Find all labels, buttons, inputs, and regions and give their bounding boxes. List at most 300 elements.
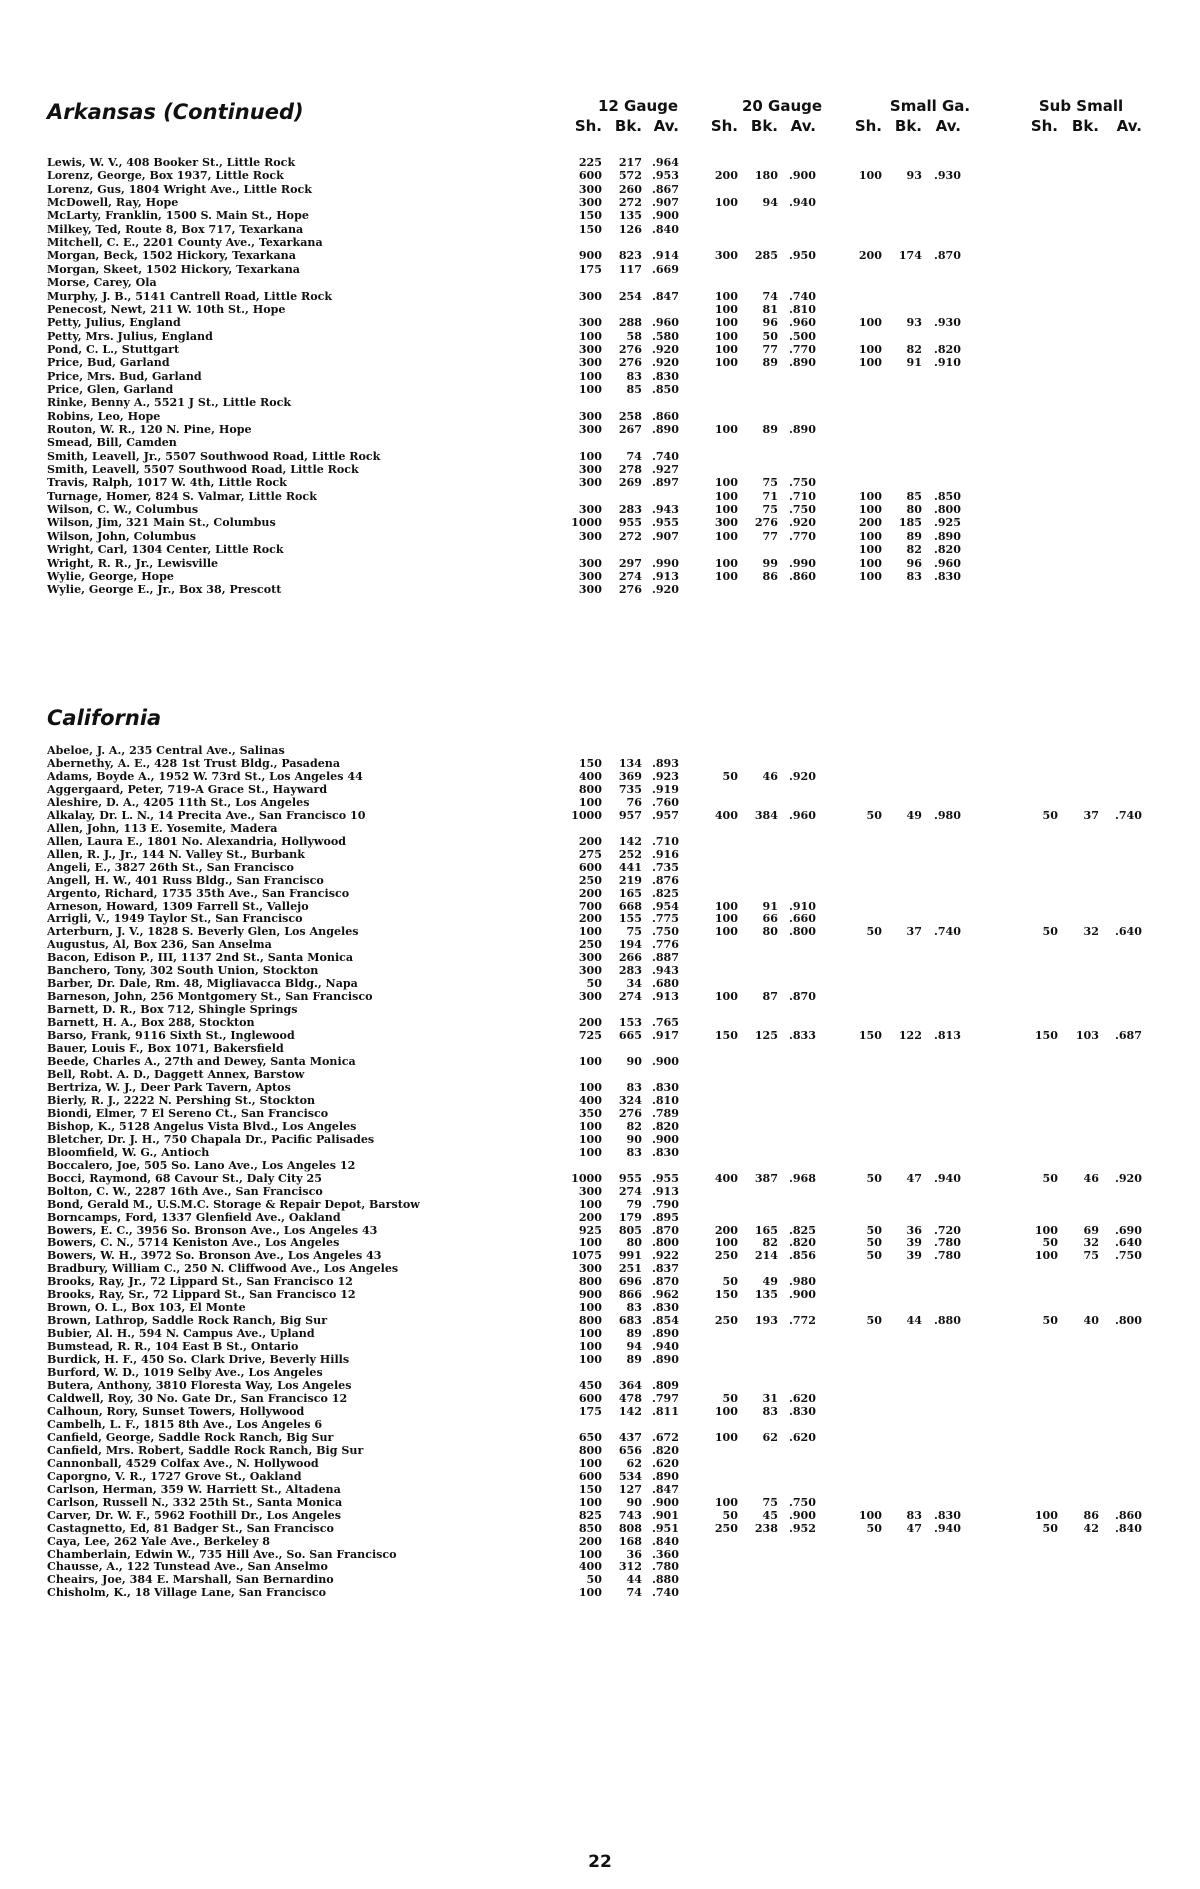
cell-20-gauge-sh: 100 [714, 302, 738, 316]
cell-12-gauge-sh: 100 [578, 1055, 602, 1069]
cell-20-gauge-av: .810 [788, 302, 816, 316]
cell-20-gauge-bk: 193 [754, 1314, 778, 1328]
cell-20-gauge-av: .960 [788, 808, 816, 822]
cell-12-gauge-sh: 300 [578, 476, 602, 490]
cell-small-gauge-av: .830 [933, 1508, 961, 1522]
cell-sub-small-av: .920 [1114, 1171, 1142, 1185]
table-row [0, 477, 1200, 490]
table-row [0, 1445, 1200, 1458]
cell-12-gauge-bk: 75 [626, 925, 642, 939]
cell-12-gauge-av: .797 [651, 1392, 679, 1405]
table-row [0, 224, 1200, 237]
table-row [0, 823, 1200, 836]
cell-12-gauge-bk: 85 [626, 382, 642, 396]
subhead-12-gauge-bk: Bk. [614, 117, 642, 135]
cell-12-gauge-sh: 150 [578, 222, 602, 236]
cell-12-gauge-bk: 297 [618, 556, 642, 570]
cell-12-gauge-bk: 83 [626, 1301, 642, 1315]
cell-12-gauge-av: .820 [651, 1119, 679, 1133]
shooter-name-address: Bell, Robt. A. D., Daggett Annex, Barstow [47, 1069, 305, 1081]
table-row [0, 1082, 1200, 1095]
cell-12-gauge-sh: 800 [578, 1314, 602, 1328]
cell-sub-small-av: .860 [1114, 1508, 1142, 1522]
cell-20-gauge-av: .820 [788, 1236, 816, 1250]
cell-12-gauge-sh: 250 [578, 873, 602, 887]
cell-12-gauge-av: .940 [651, 1340, 679, 1354]
cell-12-gauge-bk: 272 [618, 196, 642, 210]
cell-20-gauge-bk: 238 [754, 1521, 778, 1535]
cell-sub-small-sh: 50 [1042, 925, 1058, 939]
shooter-name-address: Wylie, George E., Jr., Box 38, Prescott [47, 584, 282, 597]
shooter-name-address: Caldwell, Roy, 30 No. Gate Dr., San Francisco 12 [47, 1393, 348, 1405]
cell-12-gauge-sh: 650 [578, 1430, 602, 1444]
cell-12-gauge-sh: 100 [578, 925, 602, 939]
cell-12-gauge-av: .917 [651, 1029, 679, 1043]
table-row [0, 1354, 1200, 1367]
shooter-name-address: Wilson, Jim, 321 Main St., Columbus [47, 517, 276, 530]
cell-small-gauge-bk: 39 [906, 1236, 922, 1250]
cell-12-gauge-bk: 534 [618, 1469, 642, 1483]
cell-12-gauge-sh: 175 [578, 1404, 602, 1418]
shooter-name-address: Borncamps, Ford, 1337 Glenfield Ave., Oakland [47, 1211, 341, 1224]
cell-12-gauge-av: .750 [651, 925, 679, 939]
cell-small-gauge-bk: 39 [906, 1249, 922, 1263]
cell-12-gauge-sh: 825 [578, 1508, 602, 1522]
cell-small-gauge-sh: 100 [858, 489, 882, 503]
table-row [0, 1173, 1200, 1186]
cell-20-gauge-bk: 135 [754, 1288, 778, 1302]
cell-12-gauge-sh: 450 [578, 1379, 602, 1393]
cell-small-gauge-av: .880 [933, 1314, 961, 1328]
shooter-name-address: Pond, C. L., Stuttgart [47, 343, 180, 356]
shooter-name-address: Lorenz, Gus, 1804 Wright Ave., Little Rock [47, 183, 312, 196]
cell-small-gauge-sh: 100 [858, 342, 882, 356]
cell-12-gauge-bk: 179 [618, 1210, 642, 1224]
cell-20-gauge-sh: 100 [714, 342, 738, 356]
cell-12-gauge-bk: 665 [618, 1029, 642, 1043]
cell-20-gauge-bk: 285 [754, 249, 778, 263]
cell-12-gauge-sh: 1000 [571, 1171, 602, 1185]
cell-12-gauge-av: .740 [651, 449, 679, 463]
table-row [0, 1263, 1200, 1276]
cell-sub-small-sh: 100 [1034, 1249, 1058, 1263]
cell-small-gauge-sh: 50 [866, 1521, 882, 1535]
cell-12-gauge-av: .913 [651, 1184, 679, 1198]
cell-12-gauge-av: .860 [651, 409, 679, 423]
shooter-name-address: Morgan, Beck, 1502 Hickory, Texarkana [47, 250, 296, 263]
cell-12-gauge-sh: 300 [578, 289, 602, 303]
cell-12-gauge-av: .620 [651, 1456, 679, 1470]
shooter-name-address: Turnage, Homer, 824 S. Valmar, Little Rock [47, 490, 317, 503]
table-row [0, 1419, 1200, 1432]
cell-20-gauge-sh: 100 [714, 1495, 738, 1509]
cell-small-gauge-av: .800 [933, 503, 961, 517]
cell-12-gauge-bk: 36 [626, 1547, 642, 1561]
cell-12-gauge-av: .870 [651, 1223, 679, 1237]
table-row [0, 1536, 1200, 1549]
shooter-name-address: Abeloe, J. A., 235 Central Ave., Salinas [47, 745, 285, 757]
section-heading-arkansas: Arkansas (Continued) [47, 100, 304, 124]
cell-12-gauge-sh: 100 [578, 1080, 602, 1094]
cell-small-gauge-sh: 100 [858, 316, 882, 330]
cell-12-gauge-sh: 200 [578, 1534, 602, 1548]
shooter-name-address: Caya, Lee, 262 Yale Ave., Berkeley 8 [47, 1535, 270, 1548]
cell-12-gauge-bk: 90 [626, 1055, 642, 1069]
shooter-name-address: Robins, Leo, Hope [47, 410, 161, 423]
cell-12-gauge-av: .830 [651, 1145, 679, 1159]
subhead-12-gauge-sh: Sh. [574, 117, 602, 135]
cell-12-gauge-av: .820 [651, 1443, 679, 1457]
table-row [0, 1212, 1200, 1225]
cell-12-gauge-bk: 278 [618, 463, 642, 477]
cell-20-gauge-av: .960 [788, 316, 816, 330]
shooter-name-address: Barnett, D. R., Box 712, Shingle Springs [47, 1004, 298, 1017]
cell-20-gauge-bk: 49 [762, 1275, 778, 1289]
table-row [0, 810, 1200, 823]
cell-12-gauge-bk: 252 [618, 847, 642, 861]
cell-12-gauge-sh: 600 [578, 860, 602, 874]
cell-20-gauge-sh: 400 [714, 1171, 738, 1185]
shooter-name-address: Brooks, Ray, Jr., 72 Lippard St., San Francisco 12 [47, 1276, 353, 1289]
cell-20-gauge-bk: 80 [762, 925, 778, 939]
cell-12-gauge-sh: 150 [578, 756, 602, 770]
cell-20-gauge-sh: 50 [722, 1275, 738, 1289]
cell-20-gauge-sh: 50 [722, 1392, 738, 1405]
table-row [0, 836, 1200, 849]
cell-12-gauge-sh: 100 [578, 1301, 602, 1315]
table-row [0, 424, 1200, 437]
table-row [0, 1108, 1200, 1121]
subhead-12-gauge-av: Av. [653, 117, 679, 135]
cell-12-gauge-bk: 94 [626, 1340, 642, 1354]
cell-20-gauge-bk: 46 [762, 769, 778, 783]
table-row [0, 1315, 1200, 1328]
cell-small-gauge-bk: 83 [906, 569, 922, 583]
cell-sub-small-sh: 50 [1042, 1171, 1058, 1185]
table-row [0, 1121, 1200, 1134]
table-row [0, 371, 1200, 384]
cell-20-gauge-av: .830 [788, 1404, 816, 1418]
cell-sub-small-sh: 50 [1042, 1521, 1058, 1535]
cell-sub-small-sh: 100 [1034, 1508, 1058, 1522]
cell-12-gauge-av: .800 [651, 1236, 679, 1250]
table-row [0, 1289, 1200, 1302]
cell-20-gauge-av: .750 [788, 476, 816, 490]
subhead-small-gauge-bk: Bk. [894, 117, 922, 135]
table-row [0, 978, 1200, 991]
table-row [0, 1160, 1200, 1173]
table-row [0, 1587, 1200, 1600]
cell-small-gauge-sh: 100 [858, 569, 882, 583]
table-row [0, 157, 1200, 170]
cell-sub-small-bk: 46 [1083, 1171, 1099, 1185]
cell-12-gauge-bk: 991 [618, 1249, 642, 1263]
cell-small-gauge-av: .820 [933, 543, 961, 557]
cell-20-gauge-sh: 100 [714, 1430, 738, 1444]
cell-20-gauge-sh: 100 [714, 925, 738, 939]
cell-20-gauge-bk: 125 [754, 1029, 778, 1043]
cell-20-gauge-av: .890 [788, 423, 816, 436]
table-row [0, 170, 1200, 183]
cell-12-gauge-sh: 300 [578, 463, 602, 477]
cell-12-gauge-av: .890 [651, 1469, 679, 1483]
shooter-name-address: Aggergaard, Peter, 719-A Grace St., Hayward [47, 783, 328, 796]
shooter-name-address: Wright, R. R., Jr., Lewisville [47, 557, 219, 570]
cell-20-gauge-sh: 250 [714, 1314, 738, 1328]
cell-12-gauge-av: .867 [651, 182, 679, 196]
cell-small-gauge-av: .780 [933, 1249, 961, 1263]
cell-12-gauge-av: .890 [651, 1327, 679, 1341]
cell-12-gauge-sh: 300 [578, 503, 602, 517]
cell-12-gauge-av: .760 [651, 795, 679, 809]
table-row [0, 1380, 1200, 1393]
cell-12-gauge-av: .854 [651, 1314, 679, 1328]
cell-12-gauge-av: .955 [651, 516, 679, 530]
cell-12-gauge-bk: 866 [618, 1288, 642, 1302]
cell-12-gauge-bk: 58 [626, 329, 642, 343]
shooter-name-address: Mitchell, C. E., 2201 County Ave., Texarkana [47, 237, 323, 250]
table-row [0, 1328, 1200, 1341]
cell-20-gauge-av: .833 [788, 1029, 816, 1043]
cell-12-gauge-av: .776 [651, 938, 679, 952]
cell-12-gauge-av: .916 [651, 847, 679, 861]
cell-12-gauge-sh: 200 [578, 912, 602, 926]
cell-20-gauge-bk: 62 [762, 1430, 778, 1444]
table-row [0, 331, 1200, 344]
cell-12-gauge-sh: 400 [578, 1560, 602, 1574]
cell-12-gauge-bk: 274 [618, 569, 642, 583]
cell-sub-small-sh: 50 [1042, 1236, 1058, 1250]
shooter-name-address: Cambelh, L. F., 1815 8th Ave., Los Angeles 6 [47, 1418, 323, 1431]
table-row [0, 1523, 1200, 1536]
shooter-name-address: Allen, R. J., Jr., 144 N. Valley St., Burbank [47, 848, 305, 861]
cell-12-gauge-sh: 200 [578, 886, 602, 900]
table-row [0, 1004, 1200, 1017]
cell-12-gauge-bk: 743 [618, 1508, 642, 1522]
cell-small-gauge-av: .780 [933, 1236, 961, 1250]
cell-12-gauge-sh: 150 [578, 1482, 602, 1496]
cell-12-gauge-sh: 175 [578, 262, 602, 276]
shooter-name-address: Bowers, W. H., 3972 So. Bronson Ave., Los Angeles 43 [47, 1250, 382, 1263]
cell-12-gauge-av: .990 [651, 556, 679, 570]
cell-20-gauge-av: .910 [788, 899, 816, 913]
shooter-name-address: Canfield, Mrs. Robert, Saddle Rock Ranch, Big Sur [47, 1444, 364, 1457]
cell-small-gauge-bk: 47 [906, 1171, 922, 1185]
cell-small-gauge-av: .740 [933, 925, 961, 939]
table-row [0, 1017, 1200, 1030]
cell-20-gauge-av: .750 [788, 503, 816, 517]
cell-20-gauge-bk: 165 [754, 1223, 778, 1237]
cell-20-gauge-bk: 75 [762, 476, 778, 490]
cell-sub-small-av: .740 [1114, 808, 1142, 822]
cell-sub-small-sh: 150 [1034, 1029, 1058, 1043]
table-row [0, 544, 1200, 557]
shooter-name-address: Rinke, Benny A., 5521 J St., Little Rock [47, 397, 292, 410]
cell-12-gauge-av: .830 [651, 1080, 679, 1094]
cell-12-gauge-av: .893 [651, 756, 679, 770]
cell-12-gauge-bk: 957 [618, 808, 642, 822]
cell-12-gauge-av: .900 [651, 1055, 679, 1069]
cell-20-gauge-av: .740 [788, 289, 816, 303]
table-row [0, 1367, 1200, 1380]
cell-12-gauge-sh: 1000 [571, 808, 602, 822]
shooter-name-address: Augustus, Al, Box 236, San Anselma [47, 939, 272, 952]
cell-20-gauge-av: .920 [788, 516, 816, 530]
shooter-name-address: Allen, Laura E., 1801 No. Alexandria, Hollywood [47, 835, 347, 848]
cell-12-gauge-bk: 34 [626, 977, 642, 991]
shooter-name-address: Boccalero, Joe, 505 So. Lano Ave., Los Angeles 12 [47, 1159, 356, 1172]
shooter-name-address: Petty, Julius, England [47, 317, 181, 330]
table-row [0, 784, 1200, 797]
shooter-name-address: Bauer, Louis F., Box 1071, Bakersfield [47, 1043, 284, 1056]
cell-12-gauge-sh: 1000 [571, 516, 602, 530]
cell-small-gauge-sh: 100 [858, 503, 882, 517]
table-row [0, 1302, 1200, 1315]
cell-12-gauge-bk: 219 [618, 873, 642, 887]
shooter-name-address: Price, Bud, Garland [47, 357, 170, 370]
cell-20-gauge-sh: 100 [714, 569, 738, 583]
cell-small-gauge-bk: 93 [906, 169, 922, 183]
shooter-name-address: McDowell, Ray, Hope [47, 197, 179, 210]
cell-small-gauge-av: .960 [933, 556, 961, 570]
cell-small-gauge-sh: 50 [866, 808, 882, 822]
cell-small-gauge-bk: 83 [906, 1508, 922, 1522]
cell-20-gauge-bk: 96 [762, 316, 778, 330]
cell-12-gauge-av: .830 [651, 369, 679, 383]
shooter-name-address: Argento, Richard, 1735 35th Ave., San Francisco [47, 887, 350, 900]
cell-20-gauge-bk: 74 [762, 289, 778, 303]
table-row [0, 1471, 1200, 1484]
cell-12-gauge-sh: 100 [578, 382, 602, 396]
cell-20-gauge-bk: 45 [762, 1508, 778, 1522]
cell-12-gauge-av: .809 [651, 1379, 679, 1393]
cell-12-gauge-bk: 478 [618, 1392, 642, 1405]
cell-12-gauge-sh: 300 [578, 569, 602, 583]
cell-12-gauge-sh: 300 [578, 409, 602, 423]
cell-12-gauge-av: .953 [651, 169, 679, 183]
cell-small-gauge-bk: 36 [906, 1223, 922, 1237]
table-row [0, 397, 1200, 410]
cell-12-gauge-bk: 127 [618, 1482, 642, 1496]
cell-12-gauge-bk: 656 [618, 1443, 642, 1457]
table-row [0, 584, 1200, 597]
cell-12-gauge-av: .900 [651, 1132, 679, 1146]
cell-12-gauge-bk: 155 [618, 912, 642, 926]
cell-20-gauge-bk: 89 [762, 423, 778, 436]
cell-20-gauge-bk: 75 [762, 1495, 778, 1509]
cell-12-gauge-av: .919 [651, 782, 679, 796]
cell-12-gauge-sh: 300 [578, 990, 602, 1004]
shooter-name-address: Abernethy, A. E., 428 1st Trust Bldg., Pasadena [47, 757, 341, 770]
cell-20-gauge-bk: 50 [762, 329, 778, 343]
cell-12-gauge-av: .789 [651, 1106, 679, 1120]
cell-12-gauge-sh: 250 [578, 938, 602, 952]
shooter-name-address: Cheairs, Joe, 384 E. Marshall, San Bernardino [47, 1574, 334, 1587]
cell-small-gauge-bk: 37 [906, 925, 922, 939]
shooter-name-address: Angell, H. W., 401 Russ Bldg., San Francisco [47, 874, 324, 887]
cell-20-gauge-sh: 100 [714, 912, 738, 926]
shooter-name-address: Travis, Ralph, 1017 W. 4th, Little Rock [47, 477, 287, 490]
cell-20-gauge-av: .980 [788, 1275, 816, 1289]
cell-20-gauge-sh: 200 [714, 1223, 738, 1237]
shooter-name-address: Barso, Frank, 9116 Sixth St., Inglewood [47, 1030, 295, 1043]
subhead-sub-small-av: Av. [1116, 117, 1142, 135]
cell-12-gauge-sh: 600 [578, 1469, 602, 1483]
shooter-name-address: Barber, Dr. Dale, Rm. 48, Migliavacca Bldg., Napa [47, 978, 358, 991]
cell-12-gauge-av: .955 [651, 1171, 679, 1185]
shooter-name-address: Milkey, Ted, Route 8, Box 717, Texarkana [47, 223, 304, 236]
cell-20-gauge-av: .900 [788, 169, 816, 183]
shooter-name-address: Bond, Gerald M., U.S.M.C. Storage & Repair Depot, Barstow [47, 1198, 420, 1211]
shooter-name-address: Bowers, E. C., 3956 So. Bronson Ave., Los Angeles 43 [47, 1224, 378, 1237]
shooter-name-address: Arneson, Howard, 1309 Farrell St., Vallejo [47, 900, 309, 913]
cell-small-gauge-sh: 100 [858, 556, 882, 570]
cell-small-gauge-av: .720 [933, 1223, 961, 1237]
table-row [0, 862, 1200, 875]
cell-20-gauge-av: .920 [788, 769, 816, 783]
cell-12-gauge-av: .920 [651, 583, 679, 597]
shooter-name-address: Price, Glen, Garland [47, 383, 174, 396]
table-row [0, 1030, 1200, 1043]
cell-20-gauge-sh: 100 [714, 1236, 738, 1250]
cell-12-gauge-sh: 600 [578, 1392, 602, 1405]
cell-12-gauge-bk: 269 [618, 476, 642, 490]
cell-12-gauge-av: .957 [651, 808, 679, 822]
cell-20-gauge-sh: 400 [714, 808, 738, 822]
cell-20-gauge-bk: 276 [754, 516, 778, 530]
cell-12-gauge-av: .880 [651, 1573, 679, 1587]
cell-12-gauge-bk: 134 [618, 756, 642, 770]
table-row [0, 464, 1200, 477]
cell-12-gauge-av: .920 [651, 356, 679, 370]
cell-12-gauge-av: .927 [651, 463, 679, 477]
cell-20-gauge-bk: 81 [762, 302, 778, 316]
cell-20-gauge-av: .860 [788, 569, 816, 583]
cell-12-gauge-bk: 441 [618, 860, 642, 874]
cell-20-gauge-bk: 86 [762, 569, 778, 583]
cell-12-gauge-sh: 800 [578, 1443, 602, 1457]
table-row [0, 771, 1200, 784]
cell-20-gauge-sh: 100 [714, 476, 738, 490]
cell-12-gauge-sh: 400 [578, 1093, 602, 1107]
cell-12-gauge-bk: 62 [626, 1456, 642, 1470]
table-row [0, 1393, 1200, 1406]
cell-12-gauge-bk: 276 [618, 356, 642, 370]
cell-20-gauge-bk: 91 [762, 899, 778, 913]
cell-20-gauge-av: .620 [788, 1430, 816, 1444]
table-row [0, 1225, 1200, 1238]
cell-20-gauge-av: .825 [788, 1223, 816, 1237]
cell-20-gauge-bk: 71 [762, 489, 778, 503]
cell-12-gauge-sh: 100 [578, 1197, 602, 1211]
cell-sub-small-bk: 86 [1083, 1508, 1099, 1522]
table-row [0, 357, 1200, 370]
cell-small-gauge-av: .980 [933, 808, 961, 822]
table-row [0, 1237, 1200, 1250]
cell-12-gauge-bk: 168 [618, 1534, 642, 1548]
shooter-name-address: Canfield, George, Saddle Rock Ranch, Big Sur [47, 1431, 334, 1444]
cell-12-gauge-av: .360 [651, 1547, 679, 1561]
cell-12-gauge-bk: 83 [626, 1080, 642, 1094]
cell-12-gauge-sh: 300 [578, 964, 602, 978]
cell-12-gauge-bk: 276 [618, 342, 642, 356]
shooter-name-address: Brown, O. L., Box 103, El Monte [47, 1302, 246, 1315]
subhead-20-gauge-bk: Bk. [750, 117, 778, 135]
table-row [0, 184, 1200, 197]
cell-12-gauge-sh: 100 [578, 1495, 602, 1509]
cell-12-gauge-bk: 194 [618, 938, 642, 952]
cell-small-gauge-sh: 100 [858, 169, 882, 183]
